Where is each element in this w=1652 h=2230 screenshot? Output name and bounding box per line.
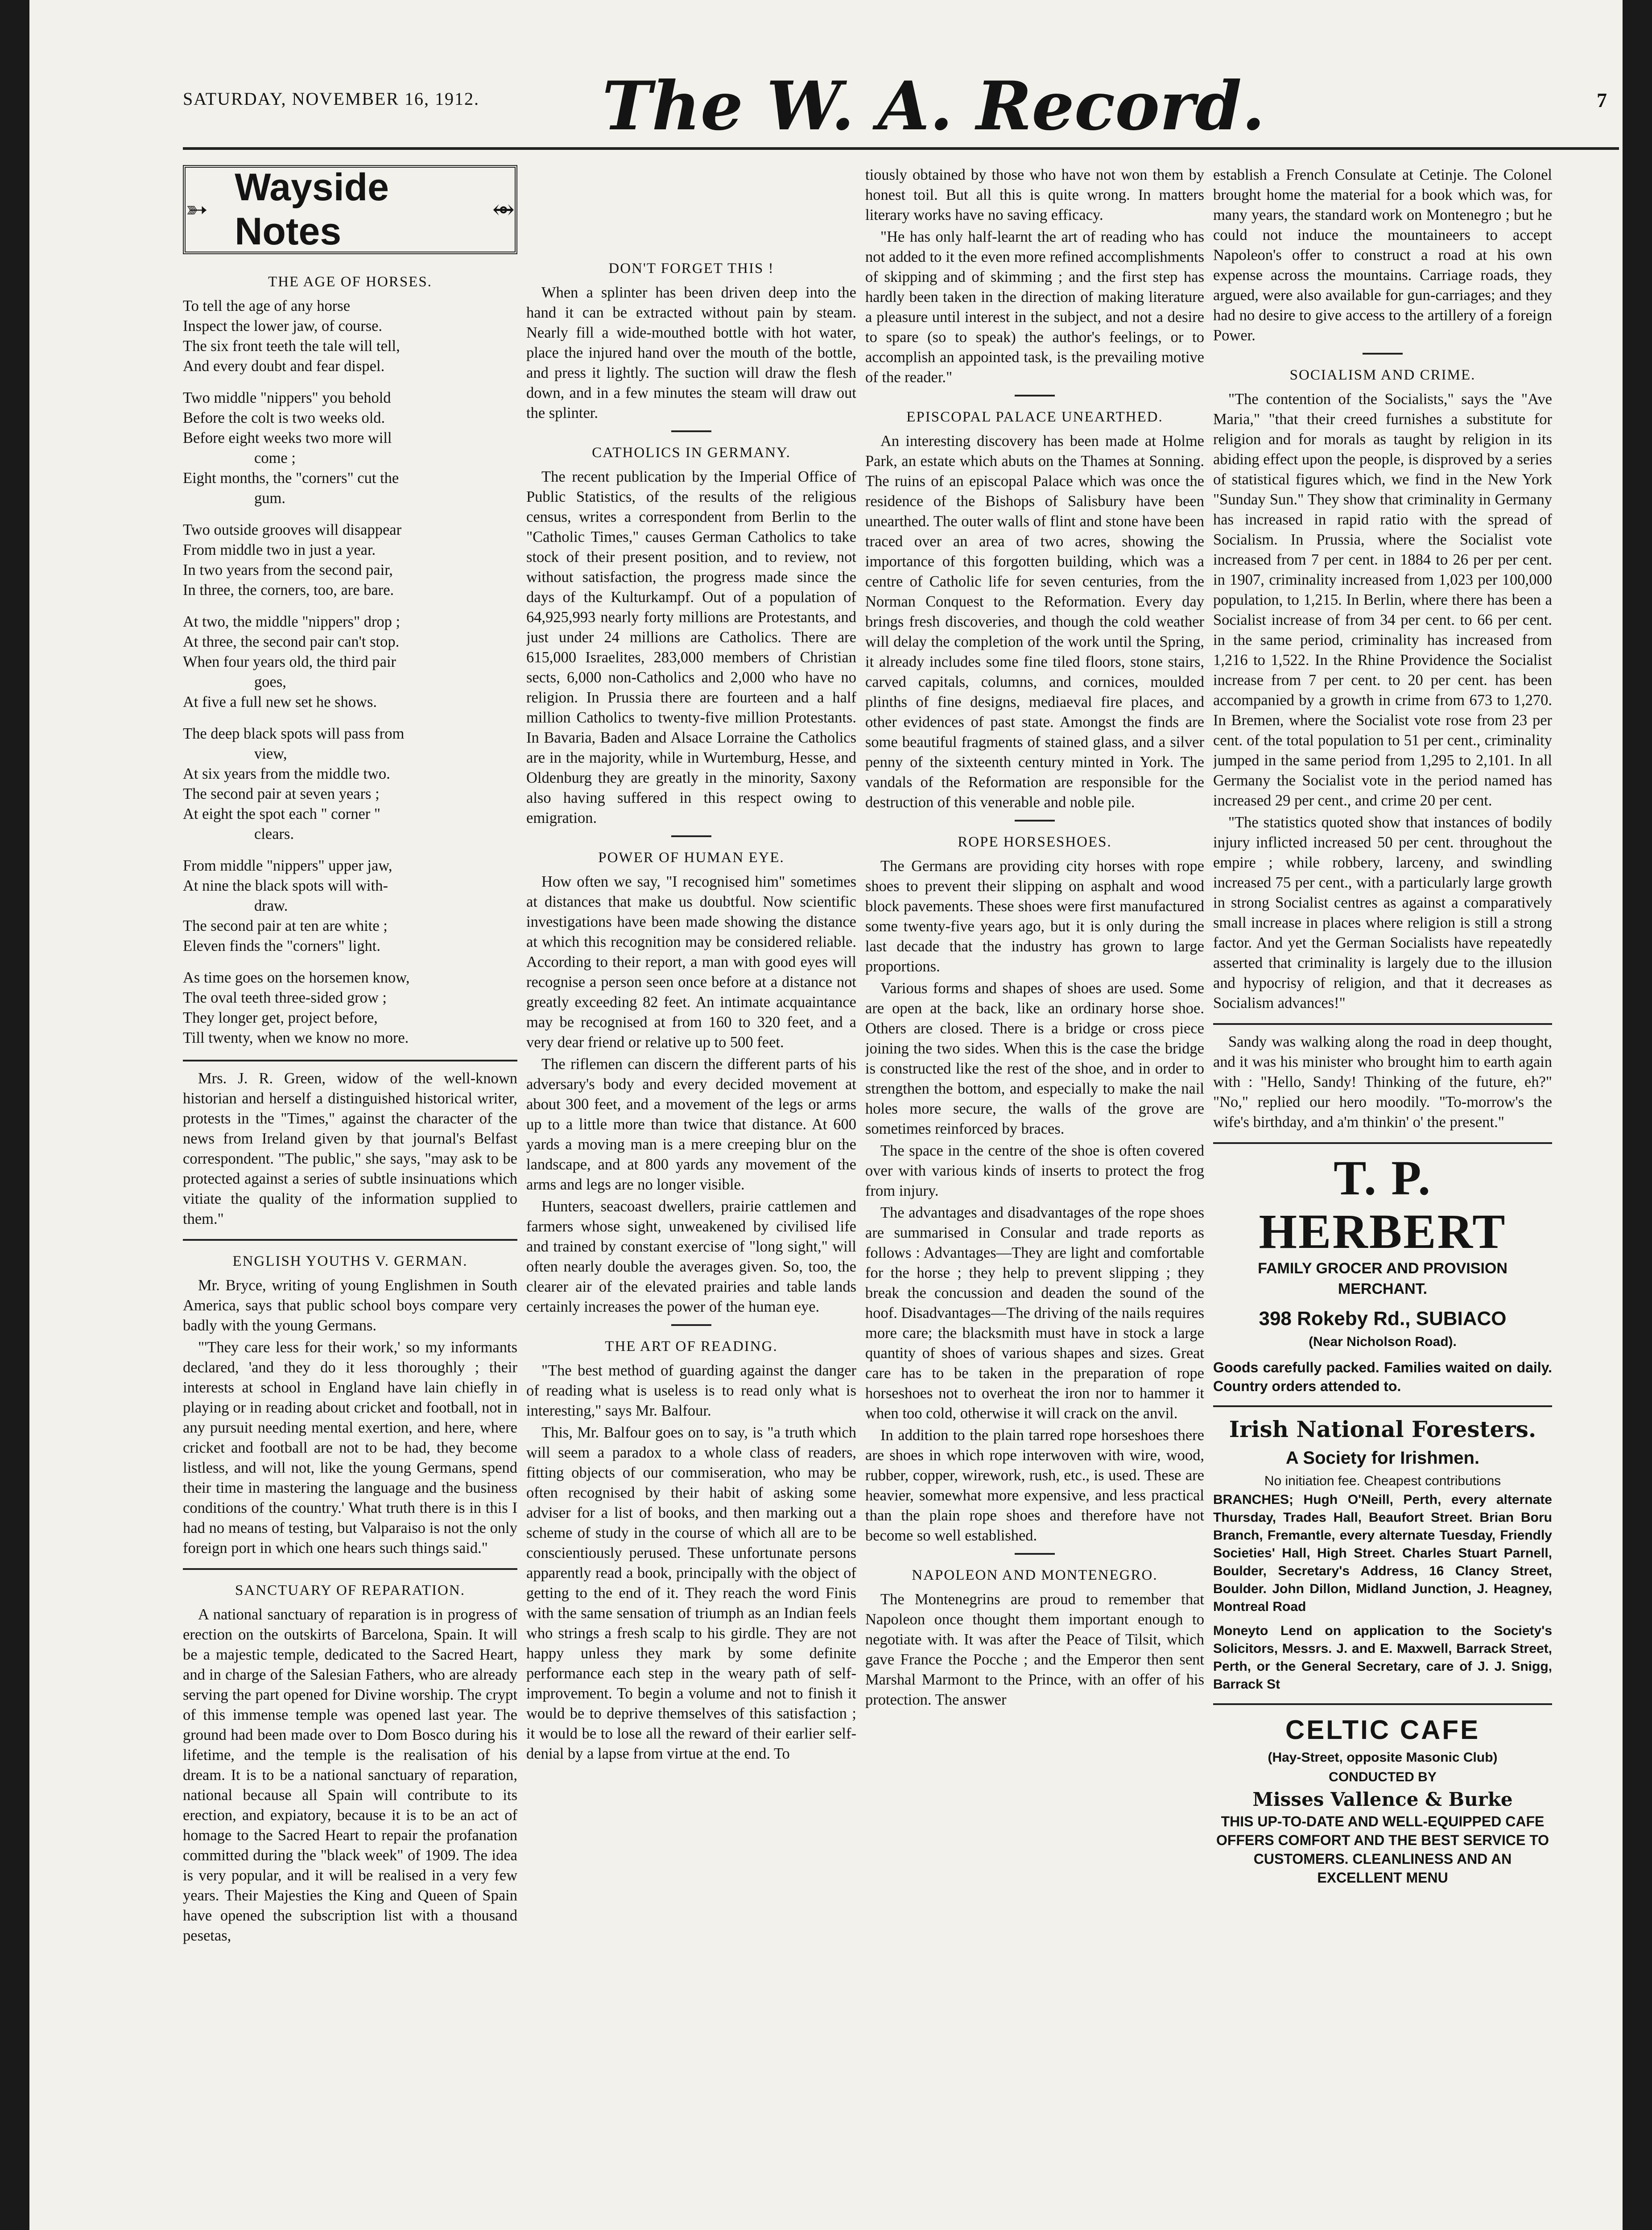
article-paragraph: The advantages and disadvantages of the rope shoes are summarised in Consular and trade reports as follows : Advantages—They are light and comfortable for the horse ; they help to prevent slipping ; they break the concussion and deaden the sound of the hoof. Disadvantages—The driving of the nails requires more care; the blacksmith must have in stock a large quantity of shoes of various shapes and sizes. Great care has to be taken in the preparation of rope horseshoes not to overheat the iron nor to hammer it when too cold, otherwise it will crack on the anvil.	[865, 1204, 1204, 1422]
poem-line: Till twenty, when we know no more.	[183, 1029, 409, 1046]
article-paragraph: This, Mr. Balfour goes on to say, is "a truth which will seem a paradox to a whole class of readers, fitting objects of our commiseration, who may be often recognised by their habit of asking some adviser for a list of books, and then marking out a scheme of study in the course of which all are to be conscientiously perused. These unfortunate persons apparently read a book, principally with the object of getting to the end of it. They reach the word Finis with the same sensation of triumph as an Indian feels who strings a fresh scalp to his girdle. They are not happy unless they mark by some definite performance each step in the weary path of self-improvement. To begin a volume and not to finish it would be to deprive themselves of this satisfaction ; it would be to lose all the reward of their earlier self-denial by a lapse from virtue at the end. To	[526, 1424, 856, 1762]
article-paragraph: Hunters, seacoast dwellers, prairie cattlemen and farmers whose sight, unweakened by civilised life and trained by constant exercise of "long sight," will often nearly double the averages given. So, too, the clearer air of the elevated prairies and table lands certainly increases the power of the human eye.	[526, 1198, 856, 1315]
column-2	[526, 165, 856, 2230]
divider	[183, 1568, 517, 1570]
page-number: 7	[1597, 89, 1607, 112]
article-paragraph: "The contention of the Socialists," says the "Ave Maria," "that their creed furnishes a substitute for religion and for morals as taught by religion in its abiding effect upon the people, is disproved by a series of statistical figures which, we find in the New York "Sunday Sun." They show that criminality in Germany has increased in rapid ratio with the spread of Socialism. In Prussia, where the Socialist vote increased from 7 per cent. in 1884 to 26 per per cent. in 1907, criminality increased from 1,023 per 100,000 population, to 1,215. In Berlin, where there has been a Socialist increase of from 34 per cent. to 66 per cent. in the same period, criminality has increased from 1,216 to 1,522. In the Rhine Providence the Socialist increase from 7 per cent. to 20 per cent. has been accompanied by a growth in crime from 673 to 1,270. In Bremen, where the Socialist vote rose from 23 per cent. of the total population to 51 per cent., criminality jumped in the same period from 1,295 to 2,101. In all Germany the Socialist vote in the period named has increased 29 per cent., and crime 20 per cent.	[1213, 391, 1552, 809]
ad-herbert-line1: FAMILY GROCER AND PROVISION	[1258, 1260, 1507, 1277]
poem-stanza	[183, 520, 517, 600]
poem-line: The six front teeth the tale will tell,	[183, 338, 400, 355]
poem-line: At three, the second pair can't stop.	[183, 633, 400, 650]
poem-line: In three, the corners, too, are bare.	[183, 582, 394, 599]
section-title: Wayside Notes	[235, 166, 389, 253]
poem-stanza	[183, 724, 517, 844]
divider	[183, 1239, 517, 1241]
ad-irish-fees: No initiation fee. Cheapest contributions	[1264, 1474, 1501, 1488]
poem-line: come ;	[254, 450, 296, 467]
ad-celtic-cafe	[1213, 1712, 1552, 1887]
ad-herbert	[1213, 1151, 1552, 1396]
ad-irish-money: Moneyto Lend on application to the Society's Solicitors, Messrs. J. and E. Maxwell, Barrack Street, Perth, or the General Secretary, care of J. J. Snigg, Barrack St	[1213, 1623, 1552, 1692]
divider	[671, 835, 711, 837]
article-paragraph: Sandy was walking along the road in deep thought, and it was his minister who brought him to earth again with : "Hello, Sandy! Thinking of the future, eh?" "No," replied our hero moodily. "To-morrow's the wife's birthday, and a'm thinkin' o' the present."	[1213, 1033, 1552, 1131]
poem-line: At eight the spot each " corner "	[183, 805, 380, 822]
article-heading: SOCIALISM AND CRIME.	[1289, 367, 1476, 383]
ad-irish-tagline: A Society for Irishmen.	[1285, 1448, 1480, 1468]
poem-line: From middle "nippers" upper jaw,	[183, 857, 392, 874]
article-heading: POWER OF HUMAN EYE.	[598, 850, 785, 866]
poem-line: They longer get, project before,	[183, 1009, 378, 1026]
ad-celtic-text: THIS UP-TO-DATE AND WELL-EQUIPPED CAFE OFFERS COMFORT AND THE BEST SERVICE TO CUSTOMERS. CLEANLINESS AND AN EXCELLENT MENU	[1216, 1813, 1549, 1886]
article-heading: DON'T FORGET THIS !	[608, 260, 774, 277]
poem-line: The oval teeth three-sided grow ;	[183, 989, 387, 1006]
masthead-rule	[183, 147, 1619, 150]
divider	[183, 1060, 517, 1061]
article-heading: ROPE HORSESHOES.	[958, 834, 1112, 850]
ad-herbert-address: 398 Rokeby Rd., SUBIACO	[1259, 1308, 1507, 1330]
ad-irish-branches: BRANCHES; Hugh O'Neill, Perth, every alternate Thursday, Trades Hall, Beaufort Street. Brian Boru Branch, Fremantle, every alternate Tuesday, Friendly Societies' Hall, High Street. Charles Stuart Parnell, Boulder, Secretary's Address, 16 Clancy Street, Boulder. John Dillon, Midland Junction, J. Heagney, Montreal Road	[1213, 1492, 1552, 1614]
poem-stanza	[183, 296, 517, 376]
article-paragraph: "The best method of guarding against the danger of reading what is useless is to read only what is interesting," says Mr. Balfour.	[526, 1362, 856, 1419]
poem-line: When four years old, the third pair	[183, 653, 396, 670]
poem-line: draw.	[254, 897, 288, 914]
article-paragraph: "'They care less for their work,' so my informants declared, 'and they do it less thoroughly ; their interests at school in England have lain chiefly in playing or in reading about cricket and football, not in any pursuit needing mental exertion, and here, where cricket and football are not to be had, they become listless, and will not, like the young Germans, spend their time in mastering the language and the business conditions of the country.' What truth there is in this I had no means of testing, but Valparaiso is not the only foreign port in which one hears such things said."	[183, 1339, 517, 1557]
article-paragraph: The recent publication by the Imperial Office of Public Statistics, of the results of the religious census, writes a correspondent from Berlin to the "Catholic Times," causes German Catholics to take stock of their present position, and to review, not without satisfaction, the progress made since the days of the Kulturkampf. Out of a population of 64,925,993 nearly forty millions are Protestants, and just under 24 millions are Catholics. There are 615,000 Israelites, 283,000 members of Christian sects, 6,000 non-Catholics and 2,000 who have no religion. In Prussia there are fourteen and a half million Catholics to twenty-five million Protestants. In Bavaria, Baden and Alsace Lorraine the Catholics are in the majority, while in Wurtemburg, Hesse, and Oldenburg they are greatly in the minority, Saxony also having suffered in this respect owing to emigration.	[526, 468, 856, 826]
article-paragraph: Mrs. J. R. Green, widow of the well-known historian and herself a distinguished historical writer, protests in the "Times," against the character of the news from Ireland given by that journal's Belfast correspondent. "The public," she says, "may ask to be protected against a series of subtle insinuations which vitiate the quality of the information supplied to them."	[183, 1070, 517, 1227]
ad-celtic-owners: Misses Vallence & Burke	[1252, 1788, 1513, 1810]
article-paragraph: establish a French Consulate at Cetinje. The Colonel brought home the material for a book which was, for many years, the standard work on Montenegro ; but he could not induce the mountaineers to accept Napoleon's offer to construct a road at his own expense across the mountains. Carriage roads, they argued, were also available for gun-carriages; and they had no desire to give access to the artillery of a foreign Power.	[1213, 166, 1552, 344]
article-paragraph: How often we say, "I recognised him" sometimes at distances that make us doubtful. Now scientific investigations have been made showing the distance at which this recognition may be considered reliable. According to their report, a man with good eyes will recognise a person seen once before at a distance not greatly exceeding 82 feet. An intimate acquaintance may be recognised at from 160 to 320 feet, and a very dear friend or relative up to 500 feet.	[526, 873, 856, 1051]
ad-celtic-name: CELTIC CAFE	[1285, 1715, 1480, 1745]
ad-herbert-near: (Near Nicholson Road).	[1309, 1334, 1457, 1349]
divider	[1213, 1405, 1552, 1407]
column-4	[1213, 165, 1552, 2230]
poem-line: To tell the age of any horse	[183, 297, 351, 314]
article-paragraph: The riflemen can discern the different parts of his adversary's body and every decided movement at about 300 feet, and a movement of the legs or arms up to a little more than twice that distance. At 600 yards a moving man is a mere creeping blur on the landscape, and at 800 yards any movement of the arms and legs are no longer visible.	[526, 1056, 856, 1193]
issue-date: SATURDAY, NOVEMBER 16, 1912.	[183, 89, 479, 109]
poem-line: Two middle "nippers" you behold	[183, 389, 391, 406]
right-arrow-ornament-icon: ⥈	[492, 195, 515, 224]
poem-stanza	[183, 612, 517, 712]
poem-line: view,	[254, 745, 287, 762]
poem-line: Before eight weeks two more will	[183, 429, 392, 446]
article-paragraph: When a splinter has been driven deep into the hand it can be extracted without pain by steam. Nearly fill a wide-mouthed bottle with hot water, place the injured hand over the mouth of the bottle, and press it lightly. The suction will draw the flesh down, and in a few minutes the steam will draw out the splinter.	[526, 284, 856, 421]
column-3	[865, 165, 1204, 2230]
newspaper-page	[29, 0, 1623, 2230]
article-heading: THE AGE OF HORSES.	[268, 274, 432, 290]
poem-line: Inspect the lower jaw, of course.	[183, 318, 383, 334]
divider	[1213, 1703, 1552, 1705]
divider	[1213, 1023, 1552, 1025]
poem-line: At six years from the middle two.	[183, 765, 390, 782]
poem-line: Before the colt is two weeks old.	[183, 409, 385, 426]
poem-line: The deep black spots will pass from	[183, 725, 405, 742]
poem-stanza	[183, 856, 517, 956]
divider	[671, 430, 711, 432]
article-paragraph: The Montenegrins are proud to remember that Napoleon once thought them important enough to negotiate with. It was after the Peace of Tilsit, which gave France the Pocche ; and the Emperor then sent Marshal Marmont to the Prince, with an offer of his protection. The answer	[865, 1591, 1204, 1708]
article-heading: SANCTUARY OF REPARATION.	[235, 1582, 465, 1598]
article-heading: NAPOLEON AND MONTENEGRO.	[912, 1567, 1158, 1583]
article-paragraph: The Germans are providing city horses with rope shoes to prevent their slipping on asphalt and wood block pavements. These shoes were first manufactured some twenty-five years ago, but it is only during the last decade that the industry has grown to large proportions.	[865, 858, 1204, 975]
poem-age-of-horses	[183, 296, 517, 1048]
article-paragraph: A national sanctuary of reparation is in progress of erection on the outskirts of Barcelona, Spain. It will be a majestic temple, dedicated to the Sacred Heart, and in charge of the Salesian Fathers, who are already serving the part opened for Divine worship. The crypt of this immense temple was opened last year. The ground had been made over to Dom Bosco during his lifetime, and the temple is the realisation of his dream. It is to be a national sanctuary of reparation, national because all Spain will contribute to its erection, and expiatory, because it is to be an act of homage to the Sacred Heart to repair the profanation committed during the "black week" of 1909. The idea is very popular, and it will be realised in a very few years. Their Majesties the King and Queen of Spain have opened the subscription list with a thousand pesetas,	[183, 1606, 517, 1944]
ad-irish-name: Irish National Foresters.	[1229, 1416, 1536, 1442]
divider	[671, 1324, 711, 1326]
ad-celtic-location: (Hay-Street, opposite Masonic Club)	[1268, 1750, 1498, 1765]
poem-line: As time goes on the horsemen know,	[183, 969, 410, 986]
article-paragraph: The space in the centre of the shoe is often covered over with various kinds of inserts to protect the frog from injury.	[865, 1142, 1204, 1199]
ad-herbert-text: Goods carefully packed. Families waited on daily. Country orders attended to.	[1213, 1359, 1552, 1394]
column-1	[183, 165, 517, 2230]
poem-line: Two outside grooves will disappear	[183, 521, 402, 538]
poem-line: And every doubt and fear dispel.	[183, 358, 385, 375]
newspaper-title: The W. A. Record.	[602, 67, 1265, 145]
poem-stanza	[183, 388, 517, 508]
ad-celtic-conducted: CONDUCTED BY	[1329, 1770, 1437, 1784]
article-heading: ENGLISH YOUTHS V. GERMAN.	[232, 1253, 468, 1269]
poem-line: The second pair at ten are white ;	[183, 917, 388, 934]
poem-line: From middle two in just a year.	[183, 541, 376, 558]
article-heading: THE ART OF READING.	[605, 1338, 778, 1355]
poem-line: In two years from the second pair,	[183, 562, 393, 578]
ad-irish-foresters	[1213, 1414, 1552, 1693]
left-arrow-ornament-icon: ➳	[186, 195, 208, 224]
masthead	[183, 67, 1619, 156]
poem-line: Eleven finds the "corners" light.	[183, 937, 381, 954]
divider	[1015, 395, 1055, 396]
poem-line: The second pair at seven years ;	[183, 785, 380, 802]
poem-line: At five a full new set he shows.	[183, 694, 377, 710]
section-title-box	[183, 165, 517, 254]
divider	[1363, 353, 1403, 355]
ad-herbert-line2: MERCHANT.	[1338, 1280, 1428, 1297]
poem-line: At nine the black spots will with-	[183, 877, 388, 894]
article-heading: CATHOLICS IN GERMANY.	[592, 445, 791, 461]
poem-line: gum.	[254, 490, 285, 507]
divider	[1015, 820, 1055, 822]
article-paragraph: "The statistics quoted show that instances of bodily injury inflicted increased 50 per cent. throughout the empire ; while robbery, larceny, and swindling increased 75 per cent., with a particularly large growth in strong Socialist centres as against a comparatively small increase in places where religion is still a strong factor. And yet the German Socialists have repeatedly asserted that criminality is largely due to the illusion and hypocrisy of religion, and that it decreases as Socialism advances!"	[1213, 814, 1552, 1012]
article-paragraph: Various forms and shapes of shoes are used. Some are open at the back, like an ordinary horse shoe. Others are closed. There is a bridge or cross piece joining the two sides. When this is the case the bridge is constructed like the rest of the shoe, and in order to strengthen the bottom, and especially to make the nail holes more secure, the walls of the grove are sometimes reinforced by braces.	[865, 980, 1204, 1137]
poem-line: clears.	[254, 826, 294, 842]
poem-stanza	[183, 968, 517, 1048]
divider	[1213, 1142, 1552, 1144]
article-paragraph: "He has only half-learnt the art of reading who has not added to it the even more refined accomplishments of skipping and of skimming ; and the first step has hardly been taken in the direction of making literature a pleasure until interest in the subject, and not a desire to spare (so to speak) the author's feelings, or to accomplish an appointed task, is the prevailing motive of the reader."	[865, 228, 1204, 386]
poem-line: goes,	[254, 673, 286, 690]
poem-line: Eight months, the "corners" cut the	[183, 470, 399, 487]
article-paragraph: An interesting discovery has been made at Holme Park, an estate which abuts on the Thames at Sonning. The ruins of an episcopal Palace which was once the residence of the Bishops of Salisbury have been unearthed. The outer walls of flint and stone have been traced over an area of two acres, showing the importance of this forgotten building, which was a centre of Catholic life for seven centuries, from the Norman Conquest to the Reformation. Every day brings fresh discoveries, and though the cold weather will delay the completion of the work until the Spring, it already includes some fine tiled floors, stone stairs, carved capitals, columns, and cornices, moulded plinths of fine designs, mediaeval fire places, and other evidences of past state. Amongst the finds are some beautiful fragments of stained glass, and a silver penny of the sixteenth century minted in York. The vandals of the Reformation are responsible for the destruction of this venerable and noble pile.	[865, 433, 1204, 811]
article-paragraph: In addition to the plain tarred rope horseshoes there are shoes in which rope interwoven with wire, wood, rubber, copper, wirework, rush, etc., is used. These are heavier, somewhat more expensive, and less practical than the plain rope shoes and therefore have not become so well established.	[865, 1427, 1204, 1544]
article-paragraph: Mr. Bryce, writing of young Englishmen in South America, says that public school boys compare very badly with the young Germans.	[183, 1277, 517, 1334]
ad-herbert-name: T. P. HERBERT	[1259, 1151, 1507, 1259]
article-paragraph: tiously obtained by those who have not won them by honest toil. But all this is quite wrong. In matters literary works have no saving efficacy.	[865, 166, 1204, 223]
article-heading: EPISCOPAL PALACE UNEARTHED.	[906, 409, 1163, 425]
poem-line: At two, the middle "nippers" drop ;	[183, 613, 401, 630]
divider	[1015, 1553, 1055, 1555]
